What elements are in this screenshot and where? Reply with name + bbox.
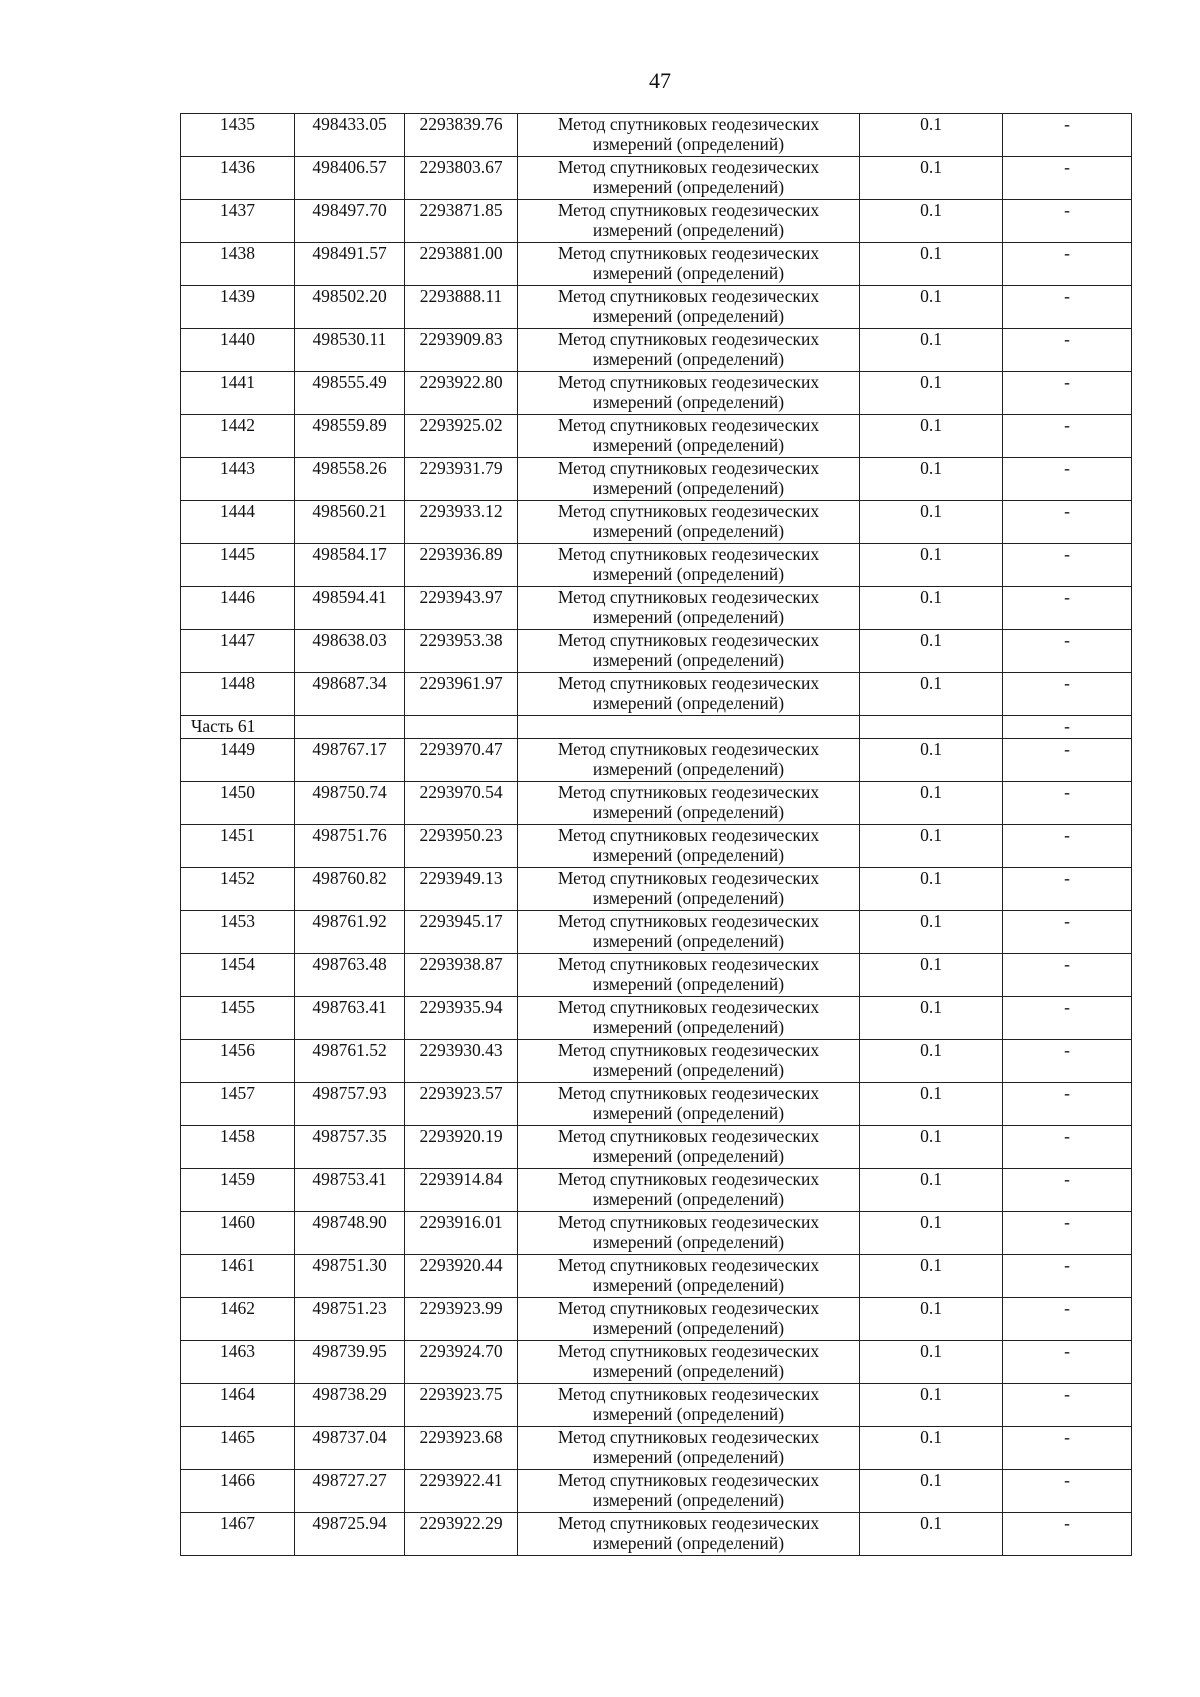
point-number-cell: 1458 [181,1126,295,1169]
method-cell: Метод спутниковых геодезических измерений (определений) [518,329,860,372]
y-coordinate-cell: 2293924.70 [405,1341,518,1384]
page-number: 47 [649,68,671,93]
y-coordinate-cell: 2293923.75 [405,1384,518,1427]
accuracy-cell: 0.1 [860,372,1003,415]
y-coordinate-cell: 2293839.76 [405,114,518,157]
method-cell: Метод спутниковых геодезических измерений (определений) [518,1341,860,1384]
accuracy-cell: 0.1 [860,286,1003,329]
x-coordinate-cell: 498727.27 [295,1470,405,1513]
y-coordinate-cell: 2293888.11 [405,286,518,329]
description-cell: - [1003,286,1132,329]
description-cell: - [1003,1341,1132,1384]
method-cell: Метод спутниковых геодезических измерений (определений) [518,372,860,415]
description-cell: - [1003,868,1132,911]
point-number-cell: 1466 [181,1470,295,1513]
table-row [181,157,1132,200]
table-row [181,372,1132,415]
method-cell: Метод спутниковых геодезических измерений (определений) [518,1470,860,1513]
point-number-cell: 1441 [181,372,295,415]
table-body-after [181,739,1132,1556]
description-cell: - [1003,1470,1132,1513]
method-cell: Метод спутниковых геодезических измерений (определений) [518,1040,860,1083]
accuracy-cell: 0.1 [860,1169,1003,1212]
x-coordinate-cell: 498737.04 [295,1427,405,1470]
coordinates-table [180,113,1132,1556]
description-cell: - [1003,1126,1132,1169]
table-row [181,1513,1132,1556]
accuracy-cell: 0.1 [860,630,1003,673]
y-coordinate-cell: 2293914.84 [405,1169,518,1212]
x-coordinate-cell: 498757.93 [295,1083,405,1126]
accuracy-cell: 0.1 [860,1470,1003,1513]
accuracy-cell: 0.1 [860,1255,1003,1298]
method-cell: Метод спутниковых геодезических измерений (определений) [518,954,860,997]
y-coordinate-cell: 2293953.38 [405,630,518,673]
table-row [181,1384,1132,1427]
accuracy-cell: 0.1 [860,1040,1003,1083]
method-cell: Метод спутниковых геодезических измерений (определений) [518,1083,860,1126]
method-cell: Метод спутниковых геодезических измерений (определений) [518,1427,860,1470]
description-cell: - [1003,782,1132,825]
x-coordinate-cell: 498751.23 [295,1298,405,1341]
point-number-cell: 1438 [181,243,295,286]
method-cell: Метод спутниковых геодезических измерений (определений) [518,782,860,825]
description-cell: - [1003,1427,1132,1470]
point-number-cell: 1435 [181,114,295,157]
description-cell: - [1003,329,1132,372]
part-empty-cell [295,716,405,739]
method-cell: Метод спутниковых геодезических измерений (определений) [518,739,860,782]
part-empty-cell [860,716,1003,739]
table-row [181,630,1132,673]
x-coordinate-cell: 498761.92 [295,911,405,954]
table-row [181,1427,1132,1470]
point-number-cell: 1462 [181,1298,295,1341]
description-cell: - [1003,1255,1132,1298]
point-number-cell: 1442 [181,415,295,458]
point-number-cell: 1461 [181,1255,295,1298]
x-coordinate-cell: 498530.11 [295,329,405,372]
description-cell: - [1003,587,1132,630]
table-row [181,673,1132,716]
table-row [181,1470,1132,1513]
accuracy-cell: 0.1 [860,243,1003,286]
y-coordinate-cell: 2293935.94 [405,997,518,1040]
y-coordinate-cell: 2293930.43 [405,1040,518,1083]
point-number-cell: 1445 [181,544,295,587]
y-coordinate-cell: 2293881.00 [405,243,518,286]
point-number-cell: 1440 [181,329,295,372]
accuracy-cell: 0.1 [860,415,1003,458]
accuracy-cell: 0.1 [860,329,1003,372]
point-number-cell: 1450 [181,782,295,825]
x-coordinate-cell: 498491.57 [295,243,405,286]
x-coordinate-cell: 498555.49 [295,372,405,415]
x-coordinate-cell: 498433.05 [295,114,405,157]
accuracy-cell: 0.1 [860,739,1003,782]
y-coordinate-cell: 2293925.02 [405,415,518,458]
description-cell: - [1003,1384,1132,1427]
point-number-cell: 1452 [181,868,295,911]
table-row [181,739,1132,782]
part-row [181,716,1132,739]
accuracy-cell: 0.1 [860,782,1003,825]
point-number-cell: 1453 [181,911,295,954]
y-coordinate-cell: 2293970.47 [405,739,518,782]
accuracy-cell: 0.1 [860,458,1003,501]
method-cell: Метод спутниковых геодезических измерений (определений) [518,673,860,716]
method-cell: Метод спутниковых геодезических измерений (определений) [518,1212,860,1255]
description-cell: - [1003,544,1132,587]
method-cell: Метод спутниковых геодезических измерений (определений) [518,1384,860,1427]
table-row [181,544,1132,587]
point-number-cell: 1467 [181,1513,295,1556]
point-number-cell: 1460 [181,1212,295,1255]
description-cell: - [1003,1083,1132,1126]
table-row [181,587,1132,630]
method-cell: Метод спутниковых геодезических измерений (определений) [518,911,860,954]
y-coordinate-cell: 2293803.67 [405,157,518,200]
table-row [181,911,1132,954]
x-coordinate-cell: 498751.76 [295,825,405,868]
method-cell: Метод спутниковых геодезических измерений (определений) [518,587,860,630]
description-cell: - [1003,954,1132,997]
y-coordinate-cell: 2293945.17 [405,911,518,954]
description-cell: - [1003,1169,1132,1212]
y-coordinate-cell: 2293943.97 [405,587,518,630]
point-number-cell: 1459 [181,1169,295,1212]
y-coordinate-cell: 2293909.83 [405,329,518,372]
description-cell: - [1003,911,1132,954]
table-body-before [181,114,1132,716]
table-row [181,501,1132,544]
x-coordinate-cell: 498761.52 [295,1040,405,1083]
accuracy-cell: 0.1 [860,200,1003,243]
y-coordinate-cell: 2293931.79 [405,458,518,501]
table-row [181,868,1132,911]
y-coordinate-cell: 2293922.29 [405,1513,518,1556]
x-coordinate-cell: 498763.41 [295,997,405,1040]
point-number-cell: 1437 [181,200,295,243]
description-cell: - [1003,1212,1132,1255]
y-coordinate-cell: 2293950.23 [405,825,518,868]
method-cell: Метод спутниковых геодезических измерений (определений) [518,157,860,200]
x-coordinate-cell: 498594.41 [295,587,405,630]
table-row [181,997,1132,1040]
x-coordinate-cell: 498584.17 [295,544,405,587]
x-coordinate-cell: 498750.74 [295,782,405,825]
part-label: Часть 61 [181,716,295,739]
table-row [181,1040,1132,1083]
point-number-cell: 1457 [181,1083,295,1126]
table-row [181,1298,1132,1341]
x-coordinate-cell: 498638.03 [295,630,405,673]
part-dash: - [1003,716,1132,739]
method-cell: Метод спутниковых геодезических измерений (определений) [518,415,860,458]
point-number-cell: 1455 [181,997,295,1040]
method-cell: Метод спутниковых геодезических измерений (определений) [518,997,860,1040]
description-cell: - [1003,415,1132,458]
method-cell: Метод спутниковых геодезических измерений (определений) [518,868,860,911]
y-coordinate-cell: 2293970.54 [405,782,518,825]
point-number-cell: 1454 [181,954,295,997]
x-coordinate-cell: 498406.57 [295,157,405,200]
accuracy-cell: 0.1 [860,1341,1003,1384]
y-coordinate-cell: 2293936.89 [405,544,518,587]
method-cell: Метод спутниковых геодезических измерений (определений) [518,825,860,868]
description-cell: - [1003,157,1132,200]
x-coordinate-cell: 498559.89 [295,415,405,458]
description-cell: - [1003,372,1132,415]
point-number-cell: 1447 [181,630,295,673]
x-coordinate-cell: 498687.34 [295,673,405,716]
description-cell: - [1003,673,1132,716]
table-row [181,114,1132,157]
accuracy-cell: 0.1 [860,114,1003,157]
method-cell: Метод спутниковых геодезических измерений (определений) [518,630,860,673]
description-cell: - [1003,200,1132,243]
description-cell: - [1003,630,1132,673]
table-row [181,200,1132,243]
accuracy-cell: 0.1 [860,1212,1003,1255]
x-coordinate-cell: 498748.90 [295,1212,405,1255]
accuracy-cell: 0.1 [860,1083,1003,1126]
y-coordinate-cell: 2293961.97 [405,673,518,716]
x-coordinate-cell: 498497.70 [295,200,405,243]
table-row [181,782,1132,825]
method-cell: Метод спутниковых геодезических измерений (определений) [518,544,860,587]
y-coordinate-cell: 2293949.13 [405,868,518,911]
description-cell: - [1003,243,1132,286]
y-coordinate-cell: 2293923.57 [405,1083,518,1126]
table-row [181,243,1132,286]
description-cell: - [1003,114,1132,157]
method-cell: Метод спутниковых геодезических измерений (определений) [518,458,860,501]
description-cell: - [1003,739,1132,782]
x-coordinate-cell: 498560.21 [295,501,405,544]
accuracy-cell: 0.1 [860,954,1003,997]
x-coordinate-cell: 498558.26 [295,458,405,501]
y-coordinate-cell: 2293922.80 [405,372,518,415]
y-coordinate-cell: 2293920.19 [405,1126,518,1169]
table-row [181,1169,1132,1212]
x-coordinate-cell: 498767.17 [295,739,405,782]
method-cell: Метод спутниковых геодезических измерений (определений) [518,1513,860,1556]
y-coordinate-cell: 2293933.12 [405,501,518,544]
table-row [181,1126,1132,1169]
description-cell: - [1003,1513,1132,1556]
point-number-cell: 1444 [181,501,295,544]
y-coordinate-cell: 2293922.41 [405,1470,518,1513]
point-number-cell: 1456 [181,1040,295,1083]
y-coordinate-cell: 2293923.68 [405,1427,518,1470]
point-number-cell: 1464 [181,1384,295,1427]
point-number-cell: 1448 [181,673,295,716]
description-cell: - [1003,825,1132,868]
description-cell: - [1003,501,1132,544]
x-coordinate-cell: 498738.29 [295,1384,405,1427]
y-coordinate-cell: 2293916.01 [405,1212,518,1255]
method-cell: Метод спутниковых геодезических измерений (определений) [518,1126,860,1169]
table-row [181,954,1132,997]
table-row [181,1255,1132,1298]
accuracy-cell: 0.1 [860,868,1003,911]
y-coordinate-cell: 2293938.87 [405,954,518,997]
table-row [181,1341,1132,1384]
accuracy-cell: 0.1 [860,501,1003,544]
description-cell: - [1003,1040,1132,1083]
x-coordinate-cell: 498763.48 [295,954,405,997]
accuracy-cell: 0.1 [860,544,1003,587]
y-coordinate-cell: 2293920.44 [405,1255,518,1298]
accuracy-cell: 0.1 [860,1427,1003,1470]
accuracy-cell: 0.1 [860,1384,1003,1427]
method-cell: Метод спутниковых геодезических измерений (определений) [518,1169,860,1212]
table-row [181,458,1132,501]
point-number-cell: 1449 [181,739,295,782]
part-empty-cell [518,716,860,739]
table-row [181,1083,1132,1126]
point-number-cell: 1463 [181,1341,295,1384]
table-row [181,415,1132,458]
x-coordinate-cell: 498751.30 [295,1255,405,1298]
method-cell: Метод спутниковых геодезических измерений (определений) [518,1255,860,1298]
accuracy-cell: 0.1 [860,825,1003,868]
method-cell: Метод спутниковых геодезических измерений (определений) [518,501,860,544]
accuracy-cell: 0.1 [860,1513,1003,1556]
accuracy-cell: 0.1 [860,1126,1003,1169]
y-coordinate-cell: 2293923.99 [405,1298,518,1341]
x-coordinate-cell: 498757.35 [295,1126,405,1169]
x-coordinate-cell: 498753.41 [295,1169,405,1212]
y-coordinate-cell: 2293871.85 [405,200,518,243]
x-coordinate-cell: 498725.94 [295,1513,405,1556]
point-number-cell: 1443 [181,458,295,501]
table-row [181,825,1132,868]
table-body-part [181,716,1132,739]
x-coordinate-cell: 498739.95 [295,1341,405,1384]
point-number-cell: 1436 [181,157,295,200]
table-row [181,1212,1132,1255]
table-row [181,286,1132,329]
accuracy-cell: 0.1 [860,587,1003,630]
description-cell: - [1003,997,1132,1040]
part-empty-cell [405,716,518,739]
x-coordinate-cell: 498502.20 [295,286,405,329]
point-number-cell: 1446 [181,587,295,630]
accuracy-cell: 0.1 [860,1298,1003,1341]
method-cell: Метод спутниковых геодезических измерений (определений) [518,286,860,329]
point-number-cell: 1465 [181,1427,295,1470]
method-cell: Метод спутниковых геодезических измерений (определений) [518,114,860,157]
method-cell: Метод спутниковых геодезических измерений (определений) [518,1298,860,1341]
accuracy-cell: 0.1 [860,673,1003,716]
point-number-cell: 1451 [181,825,295,868]
description-cell: - [1003,458,1132,501]
accuracy-cell: 0.1 [860,911,1003,954]
method-cell: Метод спутниковых геодезических измерений (определений) [518,200,860,243]
description-cell: - [1003,1298,1132,1341]
table-row [181,329,1132,372]
point-number-cell: 1439 [181,286,295,329]
accuracy-cell: 0.1 [860,157,1003,200]
method-cell: Метод спутниковых геодезических измерений (определений) [518,243,860,286]
accuracy-cell: 0.1 [860,997,1003,1040]
x-coordinate-cell: 498760.82 [295,868,405,911]
